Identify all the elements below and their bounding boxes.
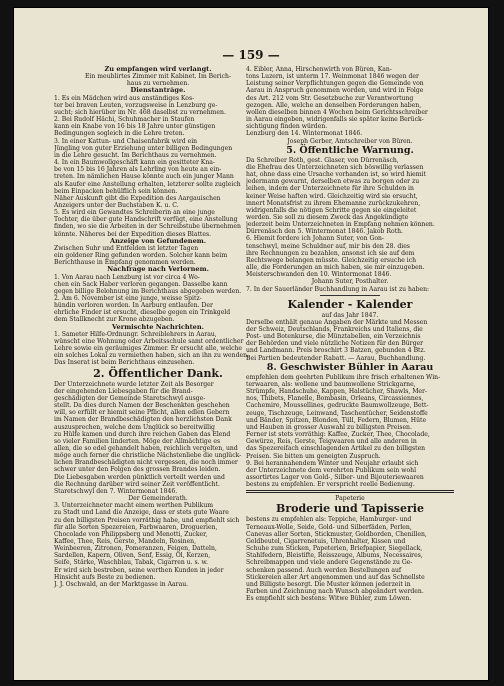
text-line: will, so erfüllt er hiemit seine Pflicht, allen edlen Gebern [54, 409, 230, 417]
text-line: Jüngling von guter Erziehung unter billigen Bedingungen [54, 144, 233, 152]
text-line: 1. Von Aarau nach Lenzburg ist vor circa 4 Wo- [54, 273, 200, 281]
text-line: zu Hülfe kamen und durch ihre reichen Gaben das Elend [54, 430, 231, 438]
text-line: als Kaufer eine Anstellung erhalten, letzterer sollte zugleich [54, 180, 241, 188]
text-line: schwer unter den Folgen des grossen Brandes leiden. [54, 466, 221, 474]
text-line: auf das Jahr 1847. [321, 311, 379, 319]
text-line: bestens zu empfehlen. Er verspricht reelle Bedienung. [246, 481, 415, 489]
text-line: der Schweiz, Deutschlands, Frankreichs und Italiens, die [246, 326, 423, 333]
section-heading: Anzeige von Gefundenem. [109, 237, 207, 245]
newspaper-page [14, 8, 488, 680]
text-line: Die Liebesgaben werden pünktlich verteilt werden und [54, 473, 225, 481]
text-line: 2. Bei Rudolf Hächi, Schuhmacher in Staufen [54, 116, 195, 124]
text-line: und Billigste besorgt. Die Muster können jederzeit in [246, 580, 411, 588]
text-line: auszusprechen, welche dem Unglück so bereitwillig [54, 423, 215, 431]
text-line: 9. Bei herannahendem Winter und Neujahr erlaubt sich [246, 459, 419, 467]
text-line: gegen billige Belohnung im Berichthaus abgegeben werden. [54, 287, 242, 295]
text-line: und Bänder, Spitzen, Blonden, Tüll, Federn, Blumen, Hüte [246, 416, 427, 424]
text-line: chen ein Sack Haber verloren gegangen. Dasselbe kann [54, 280, 228, 288]
text-line: Post- und Botenkurse, die Münztabellen, ein Verzeichnis [246, 333, 421, 341]
text-line: 4. Eibler, Anna, Hirschenwirth von Büren, Kan- [246, 66, 392, 73]
text-line: ehrliche Finder ist ersucht, dieselbe gegen ein Trinkgeld [54, 309, 231, 317]
text-line: und Landmann. Preis broschirt 3 Batzen, gebunden 4 Btz. [246, 347, 426, 355]
text-line: Ferner ist stets vorräthig: Kaffee, Zucker, Thee, Chocolade, [246, 431, 430, 439]
text-line: tenschwyl, meine Schuldner auf, mir bis den 28. dies [246, 242, 410, 250]
text-line: für alle Sorten Spezereien, Farbwaaren, Droguerien, [54, 523, 218, 531]
text-line: Bedingungen sogleich in die Lehre treten. [54, 130, 185, 138]
text-line: Ein meublirtes Zimmer mit Kabinet. Im Berich- [84, 73, 232, 81]
text-line: Näher Auskunft gibt die Expedition des Aargauischen [54, 194, 221, 202]
text-line: zu den billigsten Preisen vorräthig habe, und empfiehlt sich [54, 516, 240, 524]
text-line: nos, Thibets, Flanelle, Bombasin, Orleans, Circassiennes, [246, 395, 424, 403]
text-line: Dürrenäsch den 5. Wintermonat 1846. Jakob Roth. [246, 228, 403, 236]
text-line: 6. Hiemit fordere ich Johann Suter, von Gon- [246, 235, 384, 243]
text-line: 7. In der Sauerländer Buchhandlung in Aarau ist zu haben: [246, 285, 430, 293]
text-line: haus zu vernehmen. [126, 80, 190, 88]
text-line: leihen, indem der Unterzeichnete für ihre Schulden in [246, 185, 414, 193]
double-rule [246, 490, 454, 493]
text-line: Bei Partien bedeutender Rabatt. — Aarau, Buchhandlung. [246, 354, 426, 362]
text-line: könnte. Näheres bei der Expedition dieses Blattes. [54, 230, 212, 238]
text-line: hat, ohne dass eine Ursache vorhanden ist, so wird hiemit [246, 171, 426, 179]
text-line: Joseph Gerber, Amtschreiber von Büren. [287, 137, 413, 145]
section-heading: 8. Geschwister Bühler in Aarau [266, 361, 434, 373]
text-line: zu Stadt und Land die Anzeige, dass er stets gute Waare [54, 509, 229, 517]
section-heading: Nachfrage nach Verlornem. [107, 266, 209, 274]
text-line: alle, die Forderungen an mich haben, sie mir einzugeben. [246, 264, 425, 272]
text-line: ein solches Lokal zu vermiethen haben, sich an ihn zu wenden. [54, 352, 249, 360]
separator-line [320, 295, 380, 296]
text-line: Kaffee, Thee, Reis, Gerste, Mandeln, Rosinen, [54, 538, 197, 545]
text-line: Es empfiehlt sich bestens: Witwe Bühler, zum Löwen. [246, 595, 412, 603]
text-line: Das Inserat ist beim Berichthaus einzusehen. [54, 359, 195, 367]
text-line: Er wird sich bestreben, seine werthen Kunden in jeder [54, 566, 224, 574]
text-line: dem Stallknecht zur Krone abzugeben. [54, 316, 175, 324]
text-line: geschädigten der Gemeinde Staretschwyl ausge- [54, 394, 206, 402]
text-line: kann ein Knabe von 16 bis 18 Jahre unter günstigen [54, 123, 216, 131]
text-line: 4. In ein Baumwollgeschäft kann ein gesitteter Kna- [54, 159, 215, 167]
text-line: der Unterzeichnete dem verehrten Publikum sein wohl [246, 466, 417, 474]
text-line: möge auch ferner die christliche Nächstenliebe die unglück- [54, 452, 242, 460]
text-line: jederzeit beim Unterzeichneten in Empfang nehmen können. [246, 221, 435, 229]
text-line: be von 15 bis 16 Jahren als Lehrling von heute an ein- [54, 166, 222, 174]
text-line: die Rechnung darüber wird seiner Zeit veröffentlicht. [54, 480, 220, 488]
text-line: lichen Brandbeschädigten nicht vergessen, die noch immer [54, 459, 238, 467]
page-number: — 159 — [222, 48, 280, 62]
text-line: 2. Am 6. November ist eine junge, weisse Spitz- [54, 295, 202, 302]
text-line: Tochter, die über gute Handschrift verfügt, eine Anstellung [54, 216, 238, 224]
text-line: 3. Unterzeichneter macht einem werthen Publikum [54, 502, 214, 510]
section-heading: Zu empfangen wird verlangt. [104, 66, 212, 73]
text-line: die Ehefrau des Unterzeichneten sich böswillig verlassen [246, 163, 424, 171]
text-line: Schreibmappen und viele andere Gegenstände zu Ge- [246, 559, 413, 567]
text-line: Chocolade von Philippsberg und Menotti, Zucker, [54, 530, 208, 538]
text-line: Lenzburg den 14. Wintermonat 1846. [246, 130, 363, 138]
text-line: Canevas aller Sorten, Stickmuster, Goldborden, Chenillen, [246, 530, 427, 538]
text-line: bestens zu empfehlen als: Teppiche, Hamburger- und [246, 516, 412, 524]
text-line: Meisterschwanden den 10. Wintermonat 1846. [246, 271, 392, 279]
text-line: Der Gemeinderath. [128, 495, 188, 503]
text-line: das Spezereifach einschlagenden Artikel zu den billigsten [246, 445, 426, 453]
text-line: jedermann gewarnt, derselben etwas zu borgen oder zu [246, 178, 420, 186]
text-line: Cachemire, Moussellines, gedruckte Baumwollzeuge, Bett- [246, 402, 429, 410]
text-line: treten. Im nämlichen Hause könnte auch ein junger Mann [54, 173, 234, 181]
text-line: ihre Rechnungen zu bezahlen, ansonst ich sie auf dem [246, 249, 415, 257]
text-line: Geldbeutel, Cigarrenetuis, Uhrenhalter, Kissen und [246, 537, 406, 545]
text-line: Der Unterzeichnete wurde letzter Zeit als Besorger [54, 380, 214, 388]
text-line: Derselbe enthält genaue Angaben der Märkte und Messen [246, 318, 428, 326]
text-line: J. J. Oschwald, an der Marktgasse in Aarau. [54, 580, 189, 588]
text-line: Hinsicht aufs Beste zu bedienen. [54, 573, 156, 581]
text-line: assortirtes Lager von Gold-, Silber- und Bijouteriewaaren [246, 473, 424, 481]
text-line: terwaaren, als: wollene und baumwollene Strickgarne, [246, 380, 416, 388]
right-column [246, 66, 454, 602]
text-line: tons Luzern, ist unterm 17. Weinmonat 1846 wegen der [246, 73, 419, 81]
text-line: wünscht eine Wohnung oder Arbeitsschule samt ordentlicher [54, 337, 244, 345]
text-line: der eingehenden Liebesgaben für die Brand- [54, 387, 193, 395]
text-line: ter bei braven Leuten, vorzugsweise in Lenzburg ge- [54, 101, 218, 109]
text-line: Farben und Zeichnung nach Wunsch abgeändert werden. [246, 588, 424, 595]
text-line: Preisen. Sie bitten um geneigten Zuspruch. [246, 452, 381, 460]
text-line: Stickereien aller Art angenommen und auf das Schnellste [246, 573, 425, 581]
text-line: Stahlfedern, Bleistifte, Reisszeuge, Albums, Necessaires, [246, 552, 423, 560]
text-line: Seife, Stärke, Waschblau, Tabak, Cigarren u. s. w. [54, 559, 208, 567]
text-line: Anzeigers unter der Buchstaben K. u. C. [54, 201, 179, 209]
text-line: Da Schreiber Roth, gest. Glaser, von Dürrenäsch, [246, 156, 399, 164]
text-line: ein goldener Ring gefunden worden. Solcher kann beim [54, 252, 228, 260]
text-line: Staretschwyl den 7. Wintermonat 1846. [54, 487, 178, 495]
text-line: in Aarau eingeben, widrigenfalls sie später keine Berück- [246, 116, 424, 124]
text-line: Zwischen Suhr und Entfelden ist letzter Tagen [54, 244, 199, 252]
text-line: Terneaux-Wolle, Seide, Gold- und Silberfäden, Perlen, [246, 523, 412, 531]
text-line: und Hauben in grosser Auswahl zu billigsten Preisen. [246, 423, 412, 431]
text-line: sucht; sich hierüber im Nr. 468 daselbst zu vernehmen. [54, 108, 226, 116]
text-line: im Namen der Brandbeschädigten den herzlichsten Dank [54, 416, 232, 424]
text-line: Leistung seiner Verpflichtungen gegen die Gemeinde von [246, 80, 424, 88]
text-line: Papeterie [335, 495, 365, 503]
text-line: in die Lehre gesucht. Im Berichthaus zu vernehmen. [54, 151, 217, 159]
text-line: Aarau in Anspruch genommen worden, und wird in Folge [246, 87, 424, 95]
section-heading: Broderie und Tapisserie [276, 502, 424, 516]
section-heading: Dienstanträge. [130, 87, 186, 95]
text-line: Sardellen, Kapern, Oliven, Senf, Essig, Öl, Kerzen, [54, 552, 211, 560]
text-line: widrigenfalls die nötigen Schritte gegen sie eingeleitet [246, 206, 417, 214]
text-line: des Art. 212 vom Str. Gesetzbuche zur Verantwortung [246, 94, 414, 102]
section-heading: Vermischte Nachrichten. [112, 323, 204, 331]
text-line: finden, wo sie die Arbeiten in der Schreibstube übernehmen [54, 223, 241, 231]
text-line: 1. Sameter Hilfe-Ordnungr. Schreiblehrers in Aarau, [54, 330, 217, 338]
text-line: 5. Es wird ein Gewandtes Schreiberin an eine junge [54, 209, 215, 217]
text-line: Gewürze, Reis, Gerste, Teigwaaren und alle anderen in [246, 438, 417, 446]
text-line: Weinbeeren, Zitronen, Pomeranzen, Feigen, Datteln, [54, 545, 217, 553]
text-line: stellt. Da dies durch Namen der Beschenkten geschehen [54, 402, 230, 410]
left-column [54, 66, 262, 588]
text-line: wollen dieselben binnen 4 Wochen beim Gerichtsschreiber [246, 108, 428, 116]
text-line: gezogen. Alle, welche an denselben Forderungen haben, [246, 101, 422, 109]
text-line: Strümpfe, Handschuhe, Kappen, Halstücher, Shawls, Mer- [246, 388, 428, 396]
text-line: hündin verloren worden. In Aarburg entlaufen. Der [54, 302, 213, 310]
text-line: Rechtswege belangen müsste. Gleichzeitig ersuche ich [246, 256, 417, 264]
text-line: zeuge, Tischzeuge, Leinwand, Taschentücher, Seidenstoffe [246, 409, 428, 417]
text-line: keiner Weise haften wird. Gleichzeitig wird sie ersucht, [246, 192, 418, 200]
text-line: empfehlen dem geehrten Publikum ihre frisch erhaltenen Win- [246, 373, 441, 381]
text-line: sichtigung finden würden. [246, 123, 328, 131]
text-line: Lehre sowie ein geräumiges Zimmer. Er ersucht alle, welche [54, 345, 243, 353]
text-line: Johann Suter, Posthalter. [311, 278, 389, 286]
section-heading: 5. Öffentliche Warnung. [286, 144, 414, 156]
text-line: Schuhe zum Sticken, Papeterien, Briefpapier, Siegellack, [246, 545, 423, 553]
text-line: der Behörden und viele nützliche Notizen für den Bürger [246, 340, 423, 348]
text-line: werden. Sie soll zu diesem Zweck das Angekündigte [246, 213, 409, 221]
text-line: 3. In einer Kattun- und Chaisenfabrik wird ein [54, 137, 198, 145]
text-line: so vieler Familien linderten. Möge der Allmächtige es [54, 437, 221, 445]
section-heading: Kalender - Kalender [287, 297, 413, 311]
text-line: allen, die so edel gehandelt haben, reichlich vergelten, und [54, 444, 238, 452]
text-line: innert Monatsfrist zu ihrem Ehemanne zurückzukehren, [246, 199, 421, 207]
section-heading: 2. Öffentlicher Dank. [93, 366, 223, 380]
text-line: Berichthause in Empfang genommen werden. [54, 259, 196, 267]
text-line: beim Einpacken behülflich sein können. [54, 187, 178, 195]
text-line: schenken passend. Auch werden Bestellungen auf [246, 566, 402, 574]
text-line: 1. Es ein Mädchen wird aus anständiges Kos- [54, 94, 195, 102]
